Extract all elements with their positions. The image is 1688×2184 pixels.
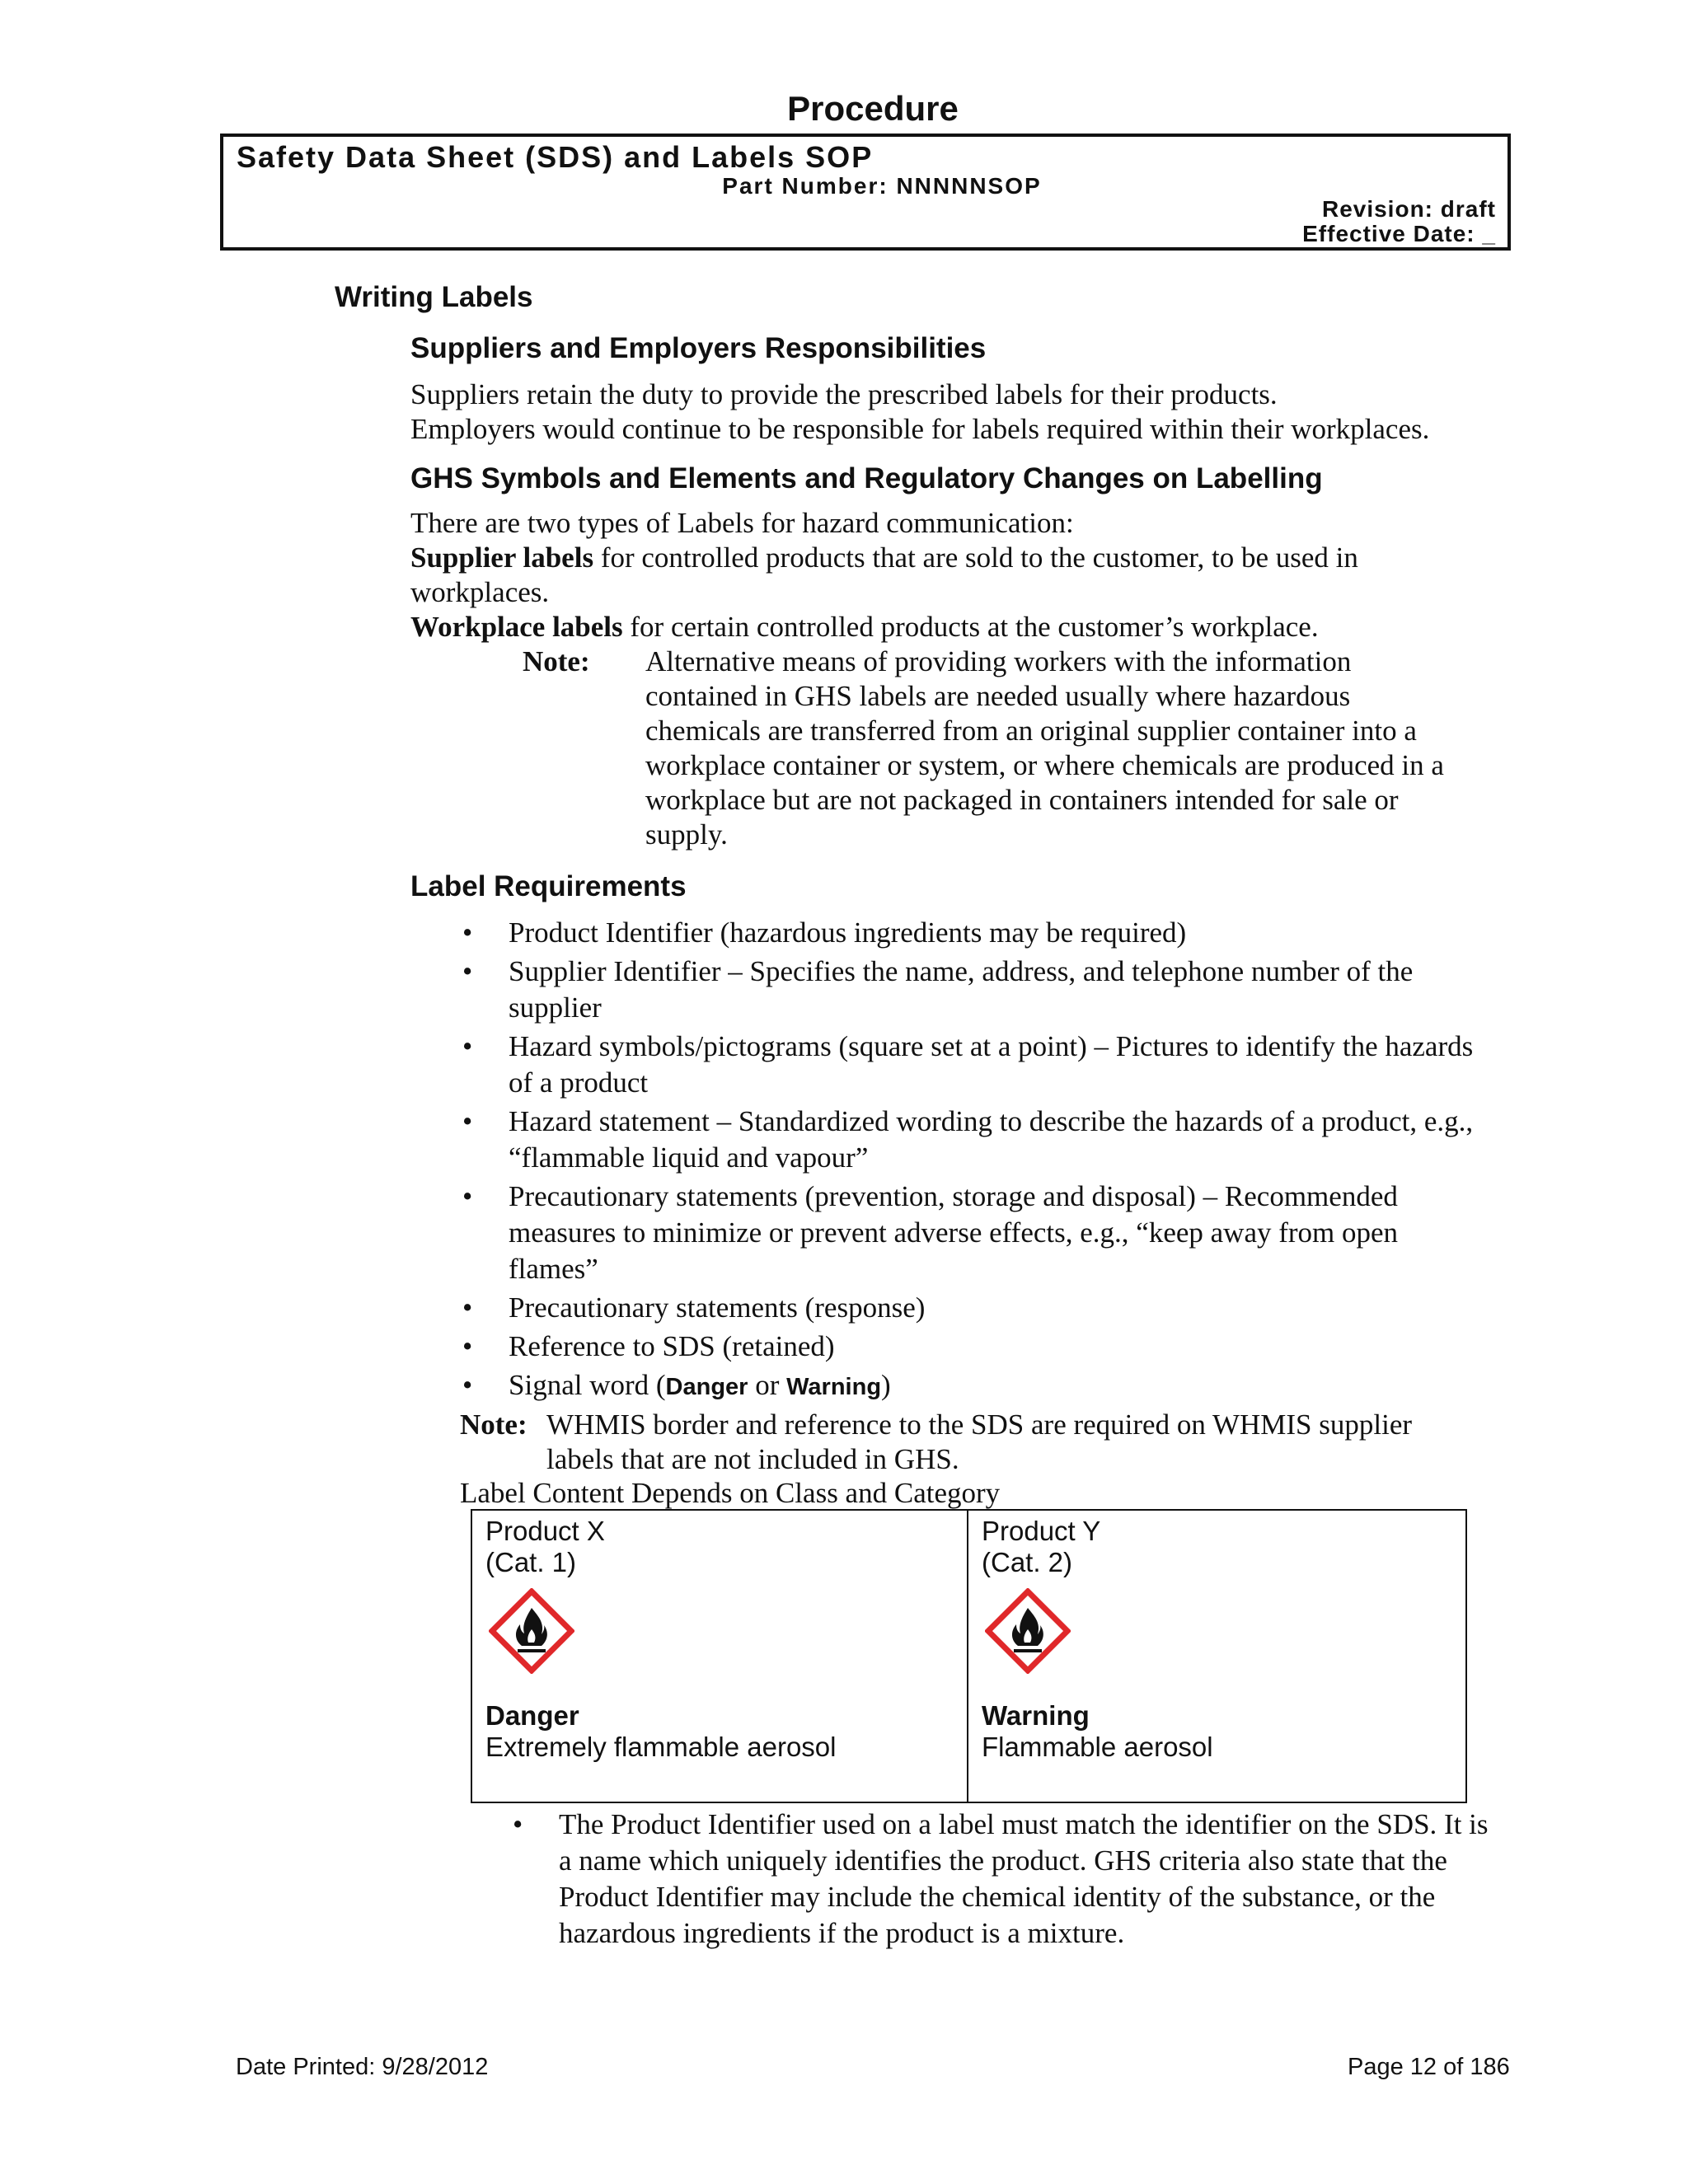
responsibilities-line-2: Employers would continue to be responsible for labels required within their workplaces. [410, 413, 1430, 445]
ghs-note-label: Note: [523, 645, 590, 677]
requirements-note-text: WHMIS border and reference to the SDS are required on WHMIS supplier labels that are not included in GHS. [546, 1408, 1413, 1475]
list-item: • Signal word (Danger or Warning) [462, 1369, 891, 1401]
list-item: • Hazard symbols/pictograms (square set at a point) – Pictures to identify the hazards of a product [462, 1030, 1474, 1099]
table-caption: Label Content Depends on Class and Category [460, 1477, 1001, 1509]
list-item: • Product Identifier (hazardous ingredients may be required) [462, 916, 1187, 949]
ghs-heading: GHS Symbols and Elements and Regulatory Changes on Labelling [410, 462, 1323, 494]
workplace-labels-term: Workplace labels [410, 611, 623, 643]
list-item: • Precautionary statements (response) [462, 1291, 926, 1324]
footer-page-number: Page 12 of 186 [1348, 2054, 1510, 2080]
product-name: Product X [485, 1516, 605, 1546]
ghs-intro: There are two types of Labels for hazard communication: [410, 507, 1074, 539]
product-category: (Cat. 1) [485, 1547, 577, 1577]
signal-word: Danger [485, 1700, 579, 1731]
list-item: • Reference to SDS (retained) [462, 1330, 835, 1362]
signal-word: Warning [982, 1700, 1090, 1731]
list-item: • Hazard statement – Standardized wording to describe the hazards of a product, e.g., “flammable liquid and vapour” [462, 1105, 1474, 1174]
revision: Revision: draft [1321, 196, 1496, 222]
responsibilities-line-1: Suppliers retain the duty to provide the prescribed labels for their products. [410, 378, 1278, 410]
requirements-list [462, 915, 1481, 1408]
supplier-labels-text: for controlled products that are sold to the customer, to be used in workplaces. [410, 541, 1358, 608]
supplier-labels-term: Supplier labels [410, 541, 594, 574]
label-content-table [471, 1509, 1467, 1803]
sop-title: Safety Data Sheet (SDS) and Labels SOP [237, 140, 874, 174]
label-cell-product-x [472, 1511, 968, 1802]
signal-warning: Warning [786, 1374, 882, 1400]
effective-date: Effective Date: _ [1302, 221, 1496, 246]
supplier-labels-paragraph [410, 541, 1482, 610]
ghs-note-text: Alternative means of providing workers with the information contained in GHS labels are needed usually where hazardous chemicals are transferred from an original supplier container into a workplace container or system, or where chemicals are produced in a workplace but are not packaged in containers intended for sale or supply. [645, 645, 1444, 851]
flame-icon [489, 1588, 574, 1674]
label-cell-product-y [968, 1511, 1465, 1802]
doc-type-title: Procedure [787, 89, 959, 128]
list-item: • The Product Identifier used on a label must match the identifier on the SDS. It is a name which uniquely identifies the product. GHS criteria also state that the Product Identifier may include the chemical identity of the substance, or the hazardous ingredients if the product is a mixture. [513, 1808, 1489, 1949]
footer-date-printed: Date Printed: 9/28/2012 [236, 2054, 489, 2080]
hazard-description: Flammable aerosol [982, 1732, 1213, 1762]
requirements-heading: Label Requirements [410, 870, 687, 902]
product-name: Product Y [982, 1516, 1101, 1546]
section-title: Writing Labels [335, 281, 533, 313]
product-category: (Cat. 2) [982, 1547, 1073, 1577]
workplace-labels-paragraph [410, 610, 1482, 644]
requirements-note-label: Note: [460, 1408, 528, 1441]
identifier-list [513, 1807, 1507, 1954]
signal-danger: Danger [665, 1374, 748, 1400]
responsibilities-heading: Suppliers and Employers Responsibilities [410, 332, 987, 364]
workplace-labels-text: for certain controlled products at the customer’s workplace. [622, 611, 1319, 643]
responsibilities-body [410, 377, 1515, 447]
list-item: • Supplier Identifier – Specifies the name, address, and telephone number of the supplier [462, 955, 1414, 1024]
part-number: Part Number: NNNNNSOP [722, 173, 1042, 199]
ghs-body [410, 506, 1482, 644]
flame-icon [985, 1588, 1071, 1674]
hazard-description: Extremely flammable aerosol [485, 1732, 837, 1762]
list-item: • Precautionary statements (prevention, storage and disposal) – Recommended measures to minimize or prevent adverse effects, e.g., “keep away from open flames” [462, 1180, 1399, 1285]
header-box [220, 134, 1511, 251]
